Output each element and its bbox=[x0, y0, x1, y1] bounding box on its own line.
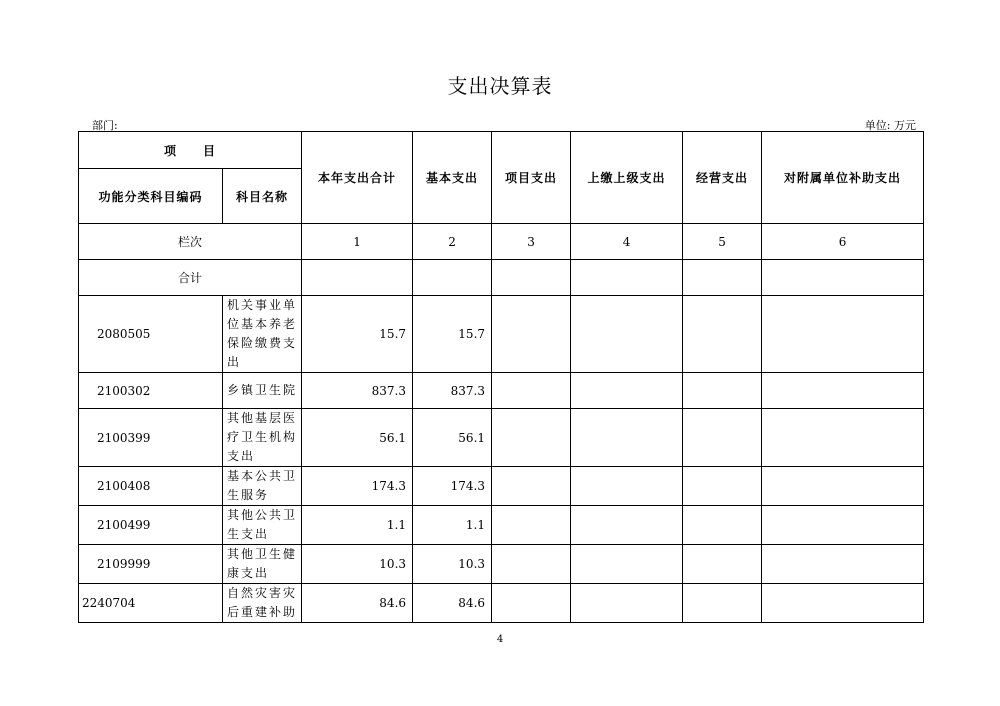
row-name: 自然灾害灾 后重建补助 bbox=[223, 584, 302, 623]
total-cell bbox=[683, 260, 762, 296]
page-title: 支出决算表 bbox=[447, 74, 553, 98]
total-cell bbox=[762, 260, 924, 296]
row-value bbox=[571, 467, 683, 506]
expenditure-table bbox=[78, 131, 924, 623]
table-row bbox=[79, 373, 924, 409]
header-name: 科目名称 bbox=[223, 169, 302, 224]
row-code: 2100399 bbox=[79, 409, 223, 467]
row-value bbox=[492, 506, 571, 545]
total-cell bbox=[571, 260, 683, 296]
table-row bbox=[79, 584, 924, 623]
row-value bbox=[492, 373, 571, 409]
row-value: 837.3 bbox=[413, 373, 492, 409]
total-cell bbox=[302, 260, 413, 296]
table-row bbox=[79, 506, 924, 545]
row-value: 56.1 bbox=[302, 409, 413, 467]
row-value bbox=[683, 584, 762, 623]
row-value bbox=[762, 506, 924, 545]
table-row bbox=[79, 409, 924, 467]
row-name: 其他基层医 疗卫生机构 支出 bbox=[223, 409, 302, 467]
row-value: 174.3 bbox=[302, 467, 413, 506]
total-cell bbox=[492, 260, 571, 296]
row-value bbox=[683, 373, 762, 409]
row-value bbox=[762, 409, 924, 467]
row-value bbox=[571, 296, 683, 373]
seq-cell: 2 bbox=[413, 224, 492, 260]
row-value bbox=[571, 409, 683, 467]
row-name: 其他卫生健 康支出 bbox=[223, 545, 302, 584]
header-col-5: 经营支出 bbox=[683, 132, 762, 224]
row-code: 2100499 bbox=[79, 506, 223, 545]
row-value bbox=[683, 467, 762, 506]
table-row bbox=[79, 545, 924, 584]
row-value: 1.1 bbox=[413, 506, 492, 545]
row-code: 2100302 bbox=[79, 373, 223, 409]
header-col-4: 上缴上级支出 bbox=[571, 132, 683, 224]
row-value bbox=[492, 545, 571, 584]
header-col-1: 本年支出合计 bbox=[302, 132, 413, 224]
row-value bbox=[762, 296, 924, 373]
header-col-3: 项目支出 bbox=[492, 132, 571, 224]
seq-row bbox=[79, 224, 924, 260]
row-code: 2080505 bbox=[79, 296, 223, 373]
page-number: 4 bbox=[496, 634, 504, 645]
total-label: 合计 bbox=[79, 260, 302, 296]
seq-label: 栏次 bbox=[79, 224, 302, 260]
row-value bbox=[492, 296, 571, 373]
row-value: 15.7 bbox=[413, 296, 492, 373]
row-value: 10.3 bbox=[302, 545, 413, 584]
row-value: 84.6 bbox=[413, 584, 492, 623]
header-col-2: 基本支出 bbox=[413, 132, 492, 224]
department-label: 部门: bbox=[92, 119, 118, 132]
row-value bbox=[762, 584, 924, 623]
table-row bbox=[79, 467, 924, 506]
header-group-project: 项 目 bbox=[79, 132, 302, 169]
row-value bbox=[762, 545, 924, 584]
row-value bbox=[683, 296, 762, 373]
unit-label: 单位: 万元 bbox=[864, 119, 916, 132]
row-value: 15.7 bbox=[302, 296, 413, 373]
row-value: 84.6 bbox=[302, 584, 413, 623]
header-col-6: 对附属单位补助支出 bbox=[762, 132, 924, 224]
row-value: 1.1 bbox=[302, 506, 413, 545]
row-name: 机关事业单 位基本养老 保险缴费支 出 bbox=[223, 296, 302, 373]
row-value bbox=[571, 506, 683, 545]
row-value: 837.3 bbox=[302, 373, 413, 409]
row-value bbox=[683, 409, 762, 467]
seq-cell: 5 bbox=[683, 224, 762, 260]
seq-cell: 6 bbox=[762, 224, 924, 260]
row-value bbox=[492, 467, 571, 506]
row-value bbox=[762, 467, 924, 506]
row-code: 2100408 bbox=[79, 467, 223, 506]
total-row bbox=[79, 260, 924, 296]
header-code: 功能分类科目编码 bbox=[79, 169, 223, 224]
row-value bbox=[762, 373, 924, 409]
row-value: 10.3 bbox=[413, 545, 492, 584]
row-value: 174.3 bbox=[413, 467, 492, 506]
seq-cell: 1 bbox=[302, 224, 413, 260]
row-value bbox=[683, 506, 762, 545]
row-code: 2240704 bbox=[79, 584, 223, 623]
row-value: 56.1 bbox=[413, 409, 492, 467]
row-value bbox=[492, 584, 571, 623]
row-value bbox=[492, 409, 571, 467]
total-cell bbox=[413, 260, 492, 296]
row-value bbox=[571, 545, 683, 584]
row-value bbox=[571, 584, 683, 623]
seq-cell: 4 bbox=[571, 224, 683, 260]
row-code: 2109999 bbox=[79, 545, 223, 584]
seq-cell: 3 bbox=[492, 224, 571, 260]
row-name: 乡镇卫生院 bbox=[223, 373, 302, 409]
row-value bbox=[683, 545, 762, 584]
table-row bbox=[79, 296, 924, 373]
row-value bbox=[571, 373, 683, 409]
row-name: 基本公共卫 生服务 bbox=[223, 467, 302, 506]
row-name: 其他公共卫 生支出 bbox=[223, 506, 302, 545]
